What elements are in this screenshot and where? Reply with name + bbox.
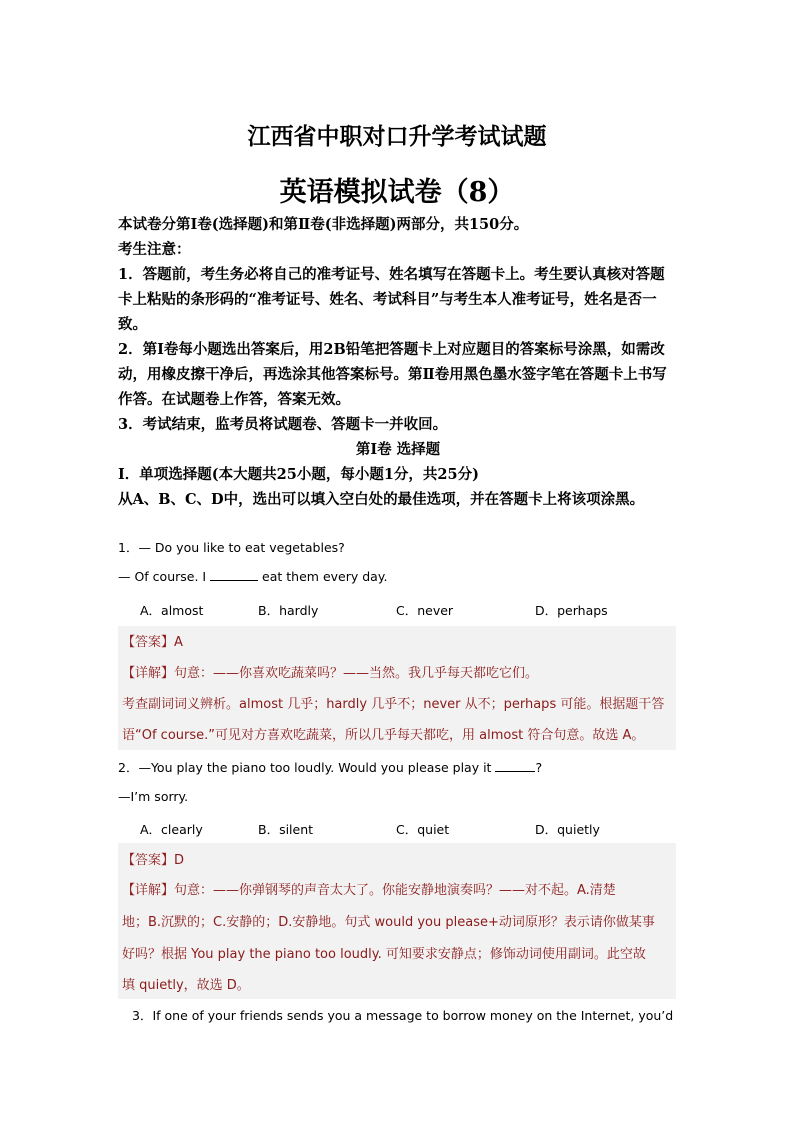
notice-label: 考生注意： (118, 241, 191, 258)
option-b: B．silent (258, 822, 314, 837)
option-c: C．quiet (396, 822, 450, 837)
detail-line: 【详解】句意：——你喜欢吃蔬菜吗？——当然。我几乎每天都吃它们。 (122, 666, 539, 681)
detail-line: 语“Of course.”可见对方喜欢吃蔬菜，所以几乎每天都吃，用 almost 符合句意。故选 A。 (122, 728, 645, 743)
question-stem: 1．— Do you like to eat vegetables? (118, 540, 345, 555)
option-a: A．clearly (140, 822, 203, 837)
notice-item-2: 2．第Ⅰ卷每小题选出答案后，用2B铅笔把答题卡上对应题目的答案标号涂黑，如需改动，用橡皮擦干净后，再选涂其他答案标号。第Ⅱ卷用黑色墨水签字笔在答题卡上书写作答。在试题卷上作答，答案无效。 (118, 341, 667, 408)
option-d: D．quietly (535, 822, 600, 837)
section-title: 第Ⅰ卷 选择题 (355, 441, 441, 458)
exam-instructions (118, 212, 678, 512)
question-stem-line-2 (118, 569, 387, 584)
stem-text-after: eat them every day. (258, 569, 388, 584)
answer-explanation-1 (118, 626, 676, 750)
notice-item-3: 3．考试结束，监考员将试题卷、答题卡一并收回。 (118, 416, 448, 433)
exam-title: 江西省中职对口升学考试试题 (247, 123, 547, 150)
detail-line: 地；B.沉默的；C.安静的；D.安静地。句式 would you please+动词原形？表示请你做某事 (122, 915, 655, 930)
paper-structure-note: 本试卷分第Ⅰ卷(选择题)和第Ⅱ卷(非选择题)两部分，共150分。 (118, 216, 529, 233)
option-b: B．hardly (258, 603, 319, 618)
stem-text-after: ? (535, 760, 543, 775)
part1-instruction: 从A、B、C、D中，选出可以填入空白处的最佳选项，并在答题卡上将该项涂黑。 (118, 491, 645, 508)
question-stem: 3．If one of your friends sends you a message to borrow money on the Internet, you’d (132, 1008, 674, 1023)
part1-title: Ⅰ．单项选择题(本大题共25小题，每小题1分，共25分) (118, 466, 479, 483)
detail-line: 好吗？根据 You play the piano too loudly. 可知要求安静点；修饰动词使用副词。此空故 (122, 947, 646, 962)
answer-explanation-2 (118, 843, 676, 999)
answer-label: 【答案】A (122, 635, 183, 650)
detail-line: 【详解】句意：——你弹钢琴的声音太大了。你能安静地演奏吗？——对不起。A.清楚 (122, 883, 616, 898)
option-d: D．perhaps (535, 603, 608, 618)
detail-line: 填 quietly，故选 D。 (122, 978, 250, 993)
stem-text-before: — Of course. I (118, 569, 211, 584)
option-a: A．almost (140, 603, 204, 618)
detail-line: 考查副词词义辨析。almost 几乎；hardly 几乎不；never 从不；perhaps 可能。根据题干答 (122, 697, 665, 712)
question-stem-line-2: —I’m sorry. (118, 789, 189, 804)
stem-text-before: 2．—You play the piano too loudly. Would you please play it (118, 760, 496, 775)
paper-subtitle: 英语模拟试卷（8） (279, 177, 515, 208)
notice-item-1: 1．答题前，考生务必将自己的准考证号、姓名填写在答题卡上。考生要认真核对答题卡上粘贴的条形码的“准考证号、姓名、考试科目”与考生本人准考证号，姓名是否一致。 (118, 266, 665, 333)
answer-blank (495, 771, 535, 772)
answer-blank (210, 580, 258, 581)
question-stem (118, 758, 542, 776)
option-c: C．never (396, 603, 454, 618)
answer-label: 【答案】D (122, 853, 185, 868)
